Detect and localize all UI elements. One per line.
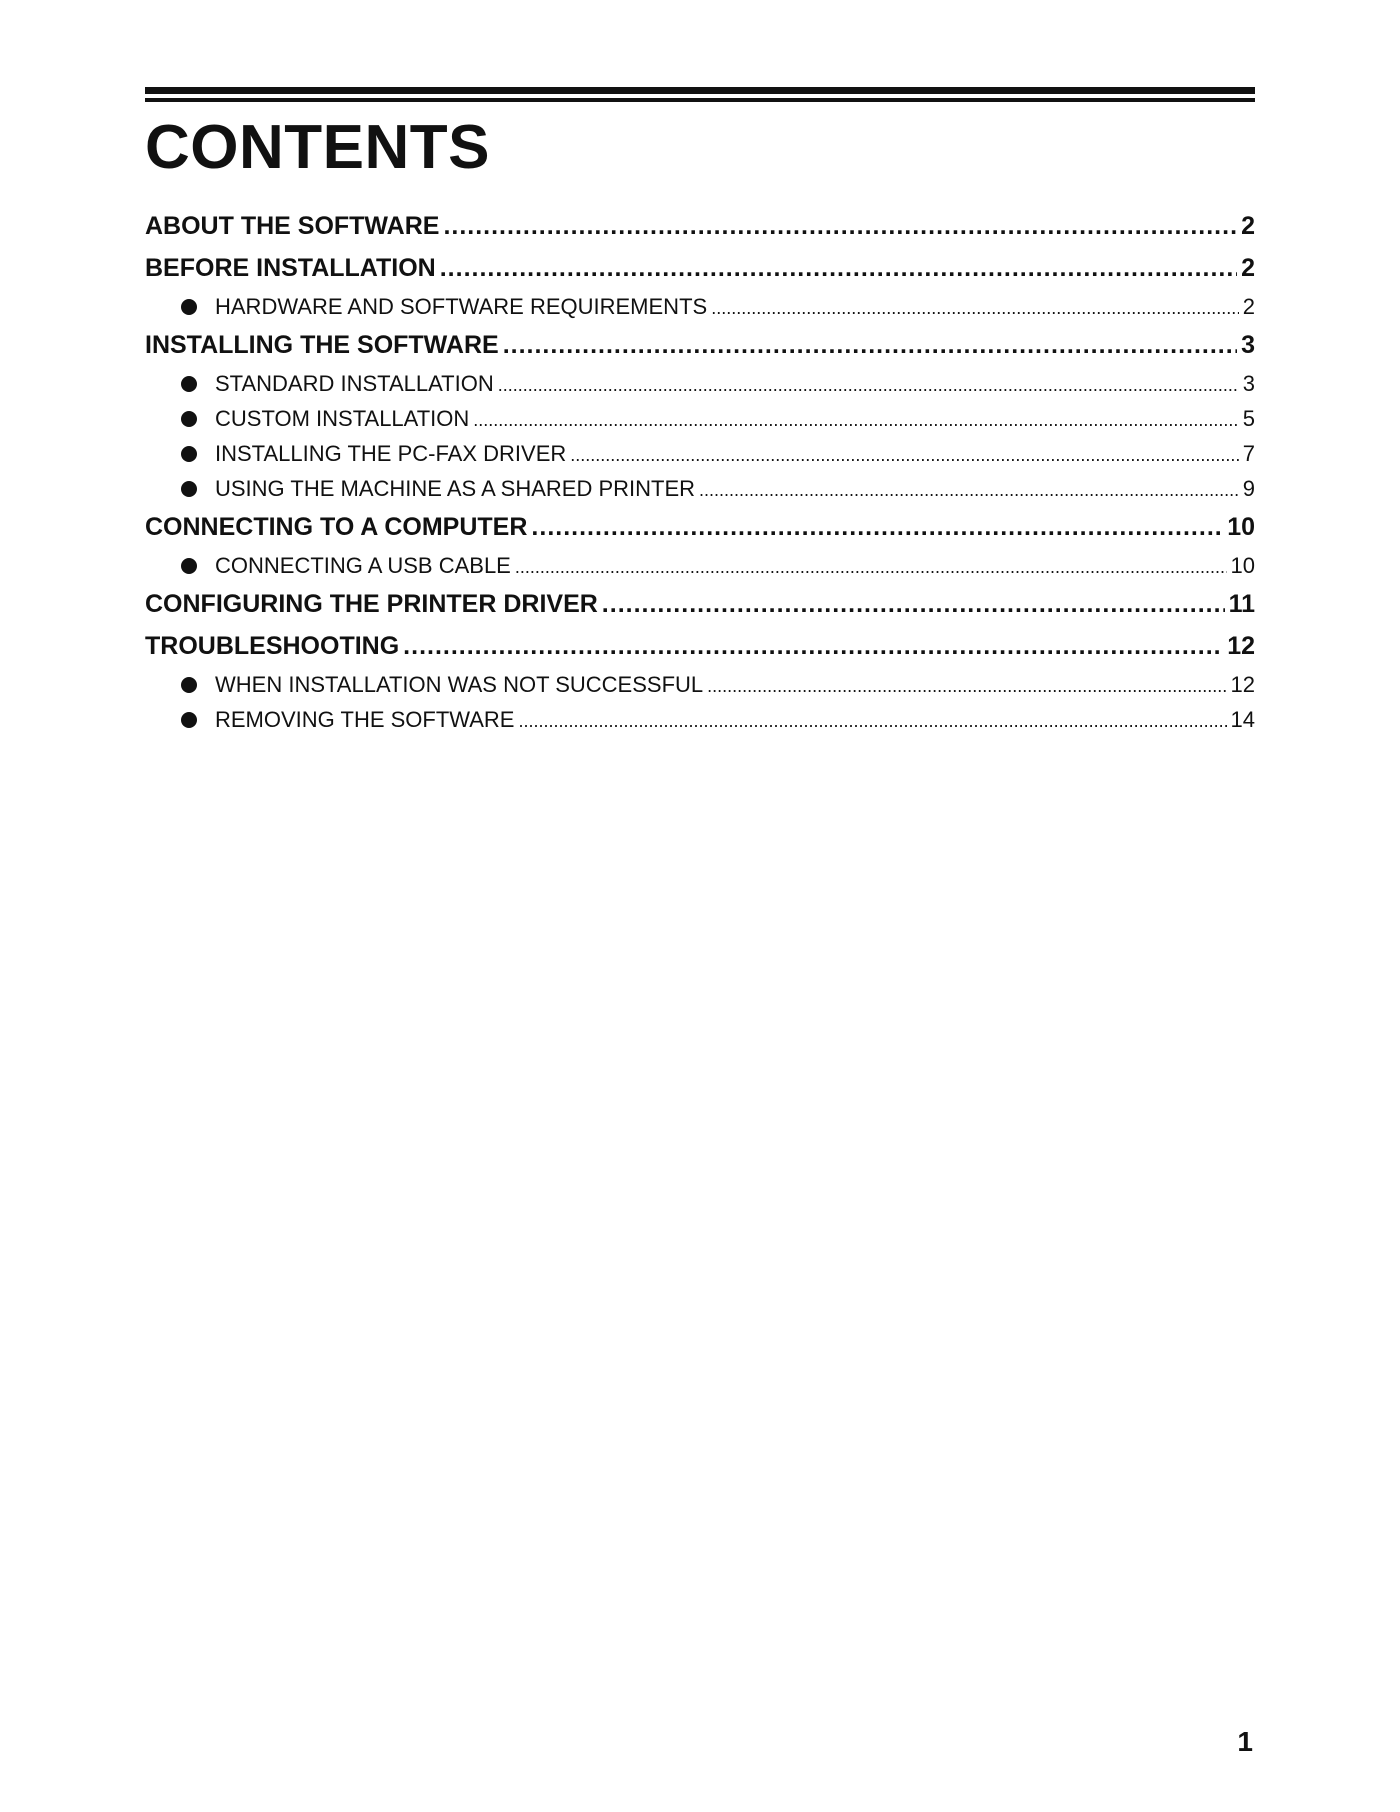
toc-entry-label: BEFORE INSTALLATION bbox=[145, 254, 436, 282]
toc-entry-page: 7 bbox=[1242, 441, 1255, 466]
toc-subentry-standard-installation[interactable] bbox=[145, 366, 1255, 401]
dot-leader bbox=[699, 471, 1239, 506]
toc-entry-label: USING THE MACHINE AS A SHARED PRINTER bbox=[215, 476, 696, 501]
toc-entry-label: INSTALLING THE SOFTWARE bbox=[145, 331, 499, 359]
toc-subentry-installing-pc-fax-driver[interactable] bbox=[145, 436, 1255, 471]
dot-leader bbox=[707, 667, 1226, 702]
bullet-icon bbox=[181, 558, 197, 574]
toc-entry-about-the-software[interactable] bbox=[145, 205, 1255, 247]
toc-subentry-shared-printer[interactable] bbox=[145, 471, 1255, 506]
toc-entry-page: 12 bbox=[1230, 672, 1255, 697]
dot-leader bbox=[498, 366, 1239, 401]
table-of-contents bbox=[145, 205, 1255, 737]
dot-leader bbox=[473, 401, 1238, 436]
header-rule-thick bbox=[145, 87, 1255, 94]
toc-entry-label: REMOVING THE SOFTWARE bbox=[215, 707, 515, 732]
toc-entry-before-installation[interactable] bbox=[145, 247, 1255, 289]
dot-leader bbox=[503, 324, 1237, 366]
toc-entry-configuring-printer-driver[interactable] bbox=[145, 583, 1255, 625]
dot-leader bbox=[602, 583, 1225, 625]
toc-entry-label: WHEN INSTALLATION WAS NOT SUCCESSFUL bbox=[215, 672, 704, 697]
bullet-icon bbox=[181, 712, 197, 728]
bullet-icon bbox=[181, 677, 197, 693]
dot-leader bbox=[570, 436, 1238, 471]
toc-subentry-custom-installation[interactable] bbox=[145, 401, 1255, 436]
dot-leader bbox=[403, 625, 1223, 667]
bullet-icon bbox=[181, 299, 197, 315]
toc-subentry-installation-not-successful[interactable] bbox=[145, 667, 1255, 702]
toc-entry-page: 2 bbox=[1241, 254, 1255, 282]
toc-entry-label: ABOUT THE SOFTWARE bbox=[145, 212, 440, 240]
toc-entry-page: 10 bbox=[1230, 553, 1255, 578]
toc-entry-page: 2 bbox=[1241, 212, 1255, 240]
toc-entry-label: CONNECTING TO A COMPUTER bbox=[145, 513, 528, 541]
bullet-icon bbox=[181, 481, 197, 497]
toc-entry-label: CUSTOM INSTALLATION bbox=[215, 406, 470, 431]
dot-leader bbox=[518, 702, 1226, 737]
toc-entry-label: CONNECTING A USB CABLE bbox=[215, 553, 511, 578]
toc-entry-page: 3 bbox=[1242, 371, 1255, 396]
page-title: CONTENTS bbox=[145, 113, 490, 182]
toc-entry-page: 10 bbox=[1227, 513, 1255, 541]
toc-entry-page: 12 bbox=[1227, 632, 1255, 660]
toc-entry-troubleshooting[interactable] bbox=[145, 625, 1255, 667]
header-rule-thin bbox=[145, 98, 1255, 102]
dot-leader bbox=[443, 205, 1237, 247]
toc-entry-installing-the-software[interactable] bbox=[145, 324, 1255, 366]
toc-entry-page: 11 bbox=[1228, 590, 1255, 618]
dot-leader bbox=[531, 506, 1223, 548]
bullet-icon bbox=[181, 411, 197, 427]
dot-leader bbox=[515, 548, 1227, 583]
toc-entry-page: 5 bbox=[1242, 406, 1255, 431]
toc-entry-label: CONFIGURING THE PRINTER DRIVER bbox=[145, 590, 598, 618]
bullet-icon bbox=[181, 376, 197, 392]
toc-entry-page: 14 bbox=[1230, 707, 1255, 732]
toc-subentry-connecting-usb-cable[interactable] bbox=[145, 548, 1255, 583]
toc-entry-page: 2 bbox=[1242, 294, 1255, 319]
toc-entry-page: 3 bbox=[1241, 331, 1255, 359]
toc-subentry-removing-the-software[interactable] bbox=[145, 702, 1255, 737]
toc-entry-page: 9 bbox=[1242, 476, 1255, 501]
toc-entry-connecting-to-a-computer[interactable] bbox=[145, 506, 1255, 548]
dot-leader bbox=[711, 289, 1239, 324]
toc-entry-label: HARDWARE AND SOFTWARE REQUIREMENTS bbox=[215, 294, 708, 319]
toc-subentry-hardware-software-requirements[interactable] bbox=[145, 289, 1255, 324]
toc-entry-label: TROUBLESHOOTING bbox=[145, 632, 400, 660]
page-number: 1 bbox=[1237, 1726, 1253, 1757]
bullet-icon bbox=[181, 446, 197, 462]
dot-leader bbox=[440, 247, 1237, 289]
toc-entry-label: INSTALLING THE PC-FAX DRIVER bbox=[215, 441, 567, 466]
toc-entry-label: STANDARD INSTALLATION bbox=[215, 371, 494, 396]
